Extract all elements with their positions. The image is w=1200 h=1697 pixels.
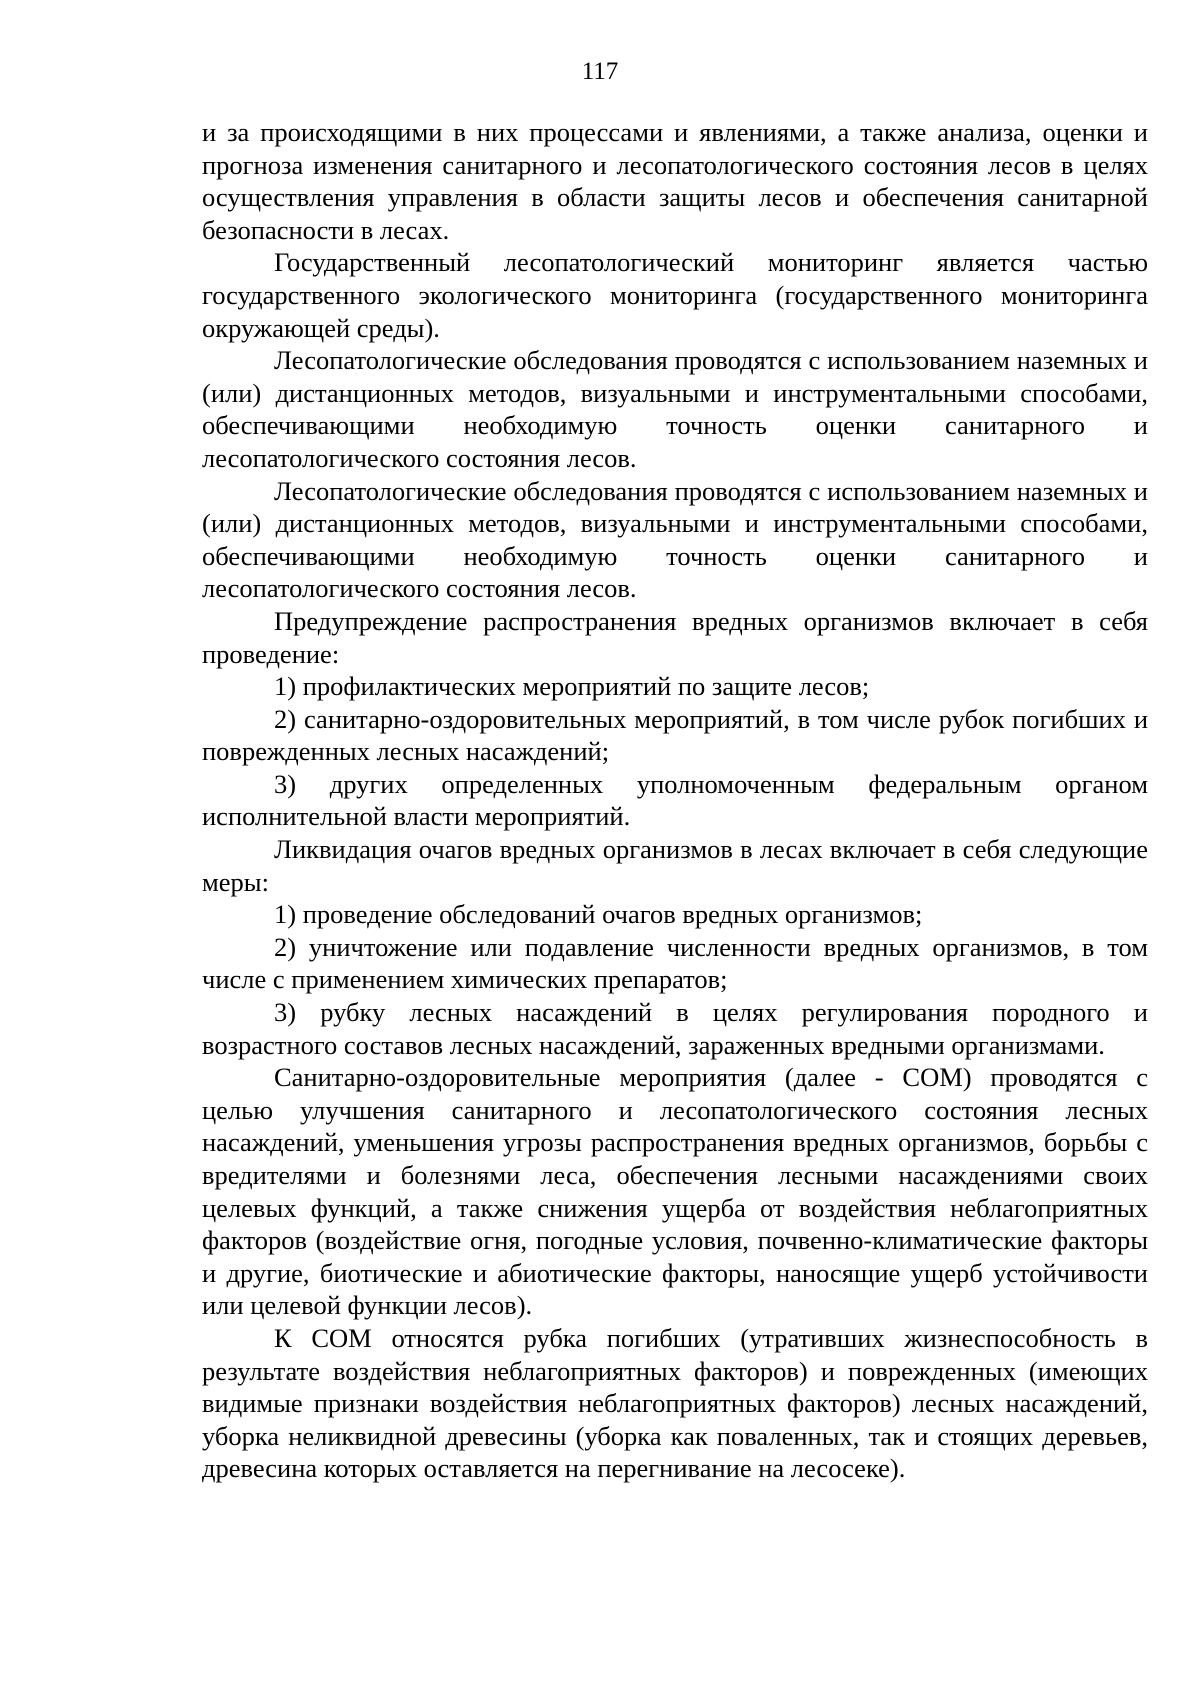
document-body xyxy=(202,116,1148,1485)
list-item-liquidation-1: 1) проведение обследований очагов вредных организмов; xyxy=(274,899,923,930)
list-item-prevention-3: 3) других определенных уполномоченным федеральным органом исполнительной власти мероприятий. xyxy=(202,768,1148,832)
paragraph-prevention-intro: Предупреждение распространения вредных организмов включает в себя проведение: xyxy=(202,605,1148,669)
paragraph-liquidation-intro: Ликвидация очагов вредных организмов в лесах включает в себя следующие меры: xyxy=(202,834,1148,897)
list-item-prevention-1: 1) профилактических мероприятий по защите лесов; xyxy=(274,671,870,702)
paragraph-monitoring: Государственный лесопатологический мониторинг является частью государственного экологического мониторинга (государственного мониторинга окружающей среды). xyxy=(202,247,1148,343)
paragraph-som-definition: Санитарно-оздоровительные мероприятия (далее - СОМ) проводятся с целью улучшения санитарного и лесопатологического состояния лесных насаждений, уменьшения угрозы распространения вредных организмов, борьбы с вредителями и болезнями леса, обеспечения лесными насаждениями своих целевых функций, а также снижения ущерба от воздействия неблагоприятных факторов (воздействие огня, погодные условия, почвенно-климатические факторы и другие, биотические и абиотические факторы, наносящие ущерб устойчивости или целевой функции лесов). xyxy=(202,1062,1148,1321)
list-item-prevention-2: 2) санитарно-оздоровительных мероприятий, в том числе рубок погибших и поврежденных лесных насаждений; xyxy=(202,703,1148,767)
paragraph-som-includes: К СОМ относятся рубка погибших (утративших жизнеспособность в результате воздействия неблагоприятных факторов) и поврежденных (имеющих видимые признаки воздействия неблагоприятных факторов) лесных насаждений, уборка неликвидной древесины (уборка как поваленных, так и стоящих деревьев, древесина которых оставляется на перегнивание на лесосеке). xyxy=(202,1322,1148,1484)
paragraph-continuation: и за происходящими в них процессами и явлениями, а также анализа, оценки и прогноза изменения санитарного и лесопатологического состояния лесов в целях осуществления управления в области защиты лесов и обеспечения санитарной безопасности в лесах. xyxy=(202,117,1148,245)
list-item-liquidation-3: 3) рубку лесных насаждений в целях регулирования породного и возрастного составов лесных насаждений, зараженных вредными организмами. xyxy=(202,997,1148,1060)
paragraph-surveys: Лесопатологические обследования проводятся с использованием наземных и (или) дистанционных методов, визуальными и инструментальными способами, обеспечивающими необходимую точность оценки санитарного и лесопатологического состояния лесов. xyxy=(202,345,1148,473)
page-number: 117 xyxy=(581,58,619,85)
paragraph-surveys-repeated: Лесопатологические обследования проводятся с использованием наземных и (или) дистанционных методов, визуальными и инструментальными способами, обеспечивающими необходимую точность оценки санитарного и лесопатологического состояния лесов. xyxy=(202,475,1148,604)
list-item-liquidation-2: 2) уничтожение или подавление численности вредных организмов, в том числе с применением химических препаратов; xyxy=(202,931,1148,995)
